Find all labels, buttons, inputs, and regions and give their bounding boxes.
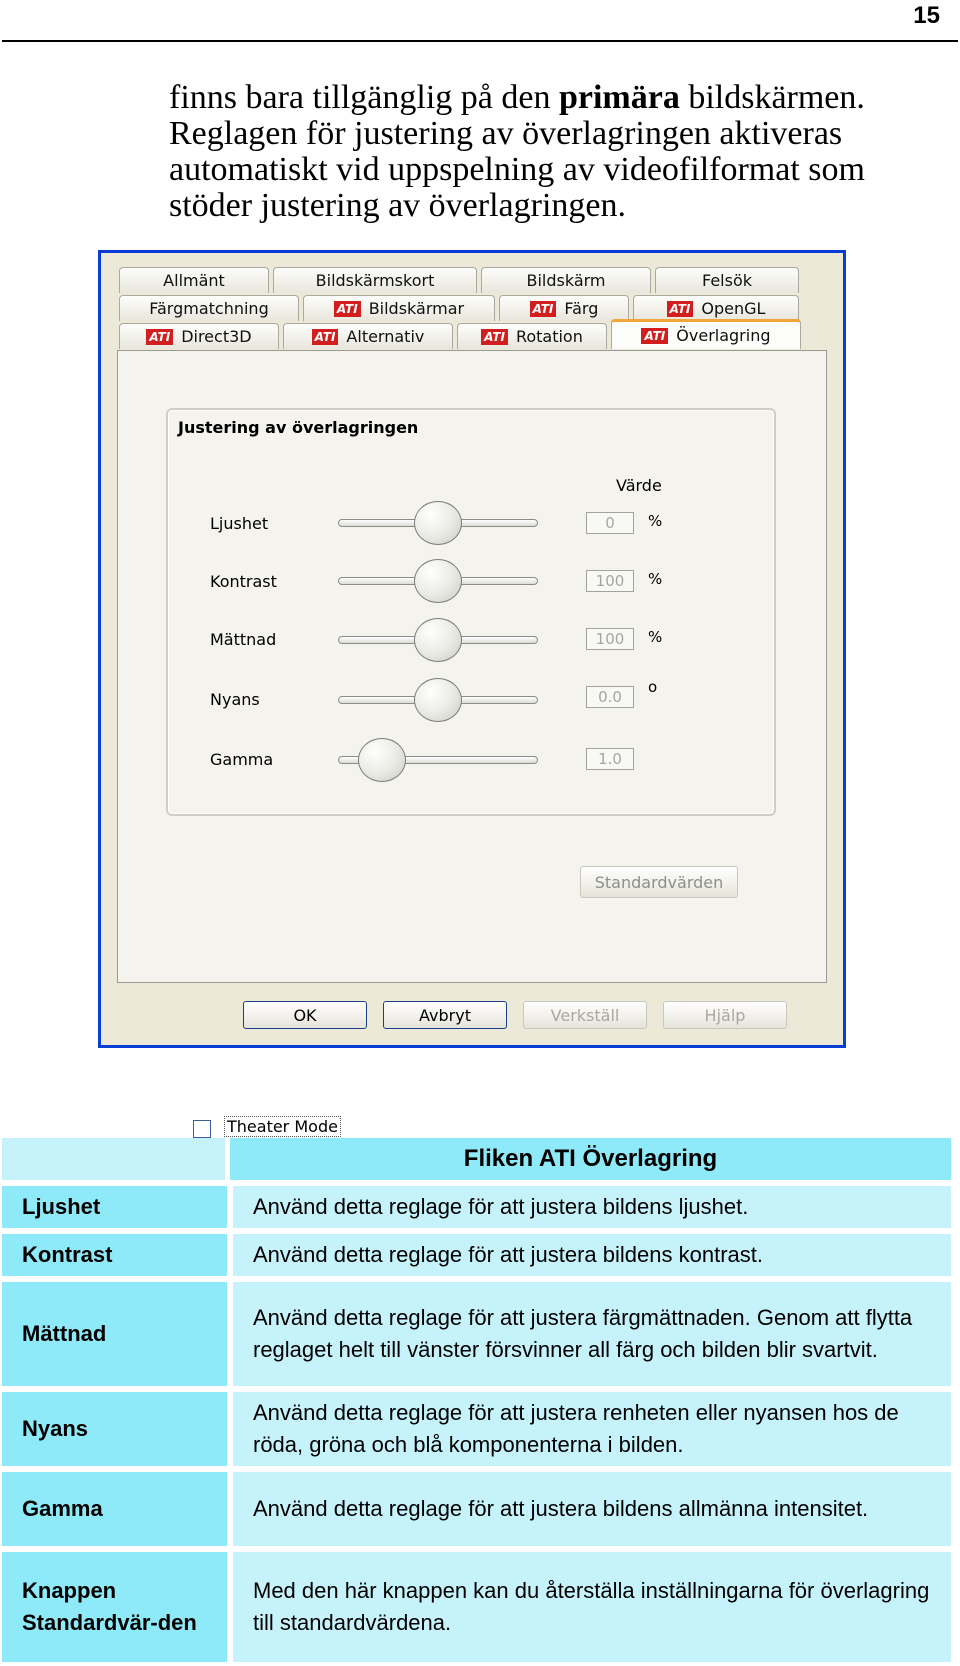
gamma-slider-thumb[interactable] bbox=[358, 738, 406, 782]
tab-label: Felsök bbox=[701, 271, 752, 290]
contrast-unit: % bbox=[648, 570, 663, 588]
tab-bildskarmskort[interactable] bbox=[273, 267, 477, 293]
tab-label: Bildskärmar bbox=[368, 299, 465, 318]
saturation-slider-thumb[interactable] bbox=[414, 618, 462, 662]
tab-label: Direct3D bbox=[181, 327, 252, 346]
tab-alternativ[interactable] bbox=[283, 323, 453, 349]
gamma-label: Gamma bbox=[210, 750, 274, 769]
gamma-value-field: 1.0 bbox=[586, 748, 634, 770]
page-number: 15 bbox=[913, 2, 940, 29]
row-term: Ljushet bbox=[2, 1186, 227, 1228]
tab-label: Bildskärmskort bbox=[315, 271, 435, 290]
hue-slider-thumb[interactable] bbox=[414, 678, 462, 722]
row-description: Använd detta reglage för att justera renheten eller nyansen hos de röda, gröna och blå komponenterna i bilden. bbox=[233, 1392, 951, 1466]
tab-label: Bildskärm bbox=[526, 271, 606, 290]
apply-button[interactable]: Verkställ bbox=[523, 1001, 647, 1029]
row-description: Med den här knappen kan du återställa inställningarna för överlagring till standardvärdena. bbox=[233, 1552, 951, 1662]
header-rule bbox=[2, 40, 958, 42]
ati-logo-icon: ATI bbox=[481, 329, 508, 345]
tab-label: Rotation bbox=[515, 327, 583, 346]
row-term: Gamma bbox=[2, 1472, 227, 1546]
tab-felsok[interactable] bbox=[655, 267, 799, 293]
group-title: Justering av överlagringen bbox=[178, 418, 419, 437]
ati-logo-icon: ATI bbox=[312, 329, 339, 345]
tab-panel bbox=[117, 350, 827, 983]
theater-mode-checkbox[interactable] bbox=[193, 1120, 211, 1138]
saturation-unit: % bbox=[648, 628, 663, 646]
row-term: Mättnad bbox=[2, 1282, 227, 1386]
intro-text-start: finns bara tillgänglig på den bbox=[169, 79, 559, 116]
brightness-unit: % bbox=[648, 512, 663, 530]
tab-direct3d[interactable] bbox=[119, 323, 279, 349]
tab-label: Alternativ bbox=[346, 327, 425, 346]
tab-label: Överlagring bbox=[676, 326, 771, 345]
table-title: Fliken ATI Överlagring bbox=[230, 1138, 951, 1180]
row-description: Använd detta reglage för att justera bildens allmänna intensitet. bbox=[233, 1472, 951, 1546]
ati-logo-icon: ATI bbox=[667, 301, 694, 317]
ati-logo-icon: ATI bbox=[530, 301, 557, 317]
saturation-label: Mättnad bbox=[210, 630, 277, 649]
tab-label: OpenGL bbox=[701, 299, 766, 318]
ati-logo-icon: ATI bbox=[641, 328, 668, 344]
hue-value-field: 0.0 bbox=[586, 686, 634, 708]
value-column-header: Värde bbox=[616, 476, 662, 495]
row-description: Använd detta reglage för att justera bildens kontrast. bbox=[233, 1234, 951, 1276]
table-header-spacer bbox=[2, 1138, 225, 1180]
tab-fargmatchning[interactable] bbox=[119, 295, 299, 321]
row-term: Kontrast bbox=[2, 1234, 227, 1276]
contrast-label: Kontrast bbox=[210, 572, 277, 591]
tab-label: Färg bbox=[564, 299, 599, 318]
tab-bildskarm[interactable] bbox=[481, 267, 651, 293]
ok-button[interactable]: OK bbox=[243, 1001, 367, 1029]
overlay-adjustment-group bbox=[166, 408, 776, 816]
display-properties-dialog bbox=[98, 250, 846, 1136]
row-description: Använd detta reglage för att justera färgmättnaden. Genom att flytta reglaget helt till vänster försvinner all färg och bilden blir svartvit. bbox=[233, 1282, 951, 1386]
tab-opengl[interactable] bbox=[633, 295, 799, 321]
ati-logo-icon: ATI bbox=[146, 329, 173, 345]
brightness-slider-thumb[interactable] bbox=[414, 501, 462, 545]
tab-overlagring[interactable] bbox=[611, 319, 801, 349]
row-term: Nyans bbox=[2, 1392, 227, 1466]
ati-logo-icon: ATI bbox=[334, 301, 361, 317]
cancel-button[interactable]: Avbryt bbox=[383, 1001, 507, 1029]
intro-text-end: bildskärmen. Reglagen för justering av överlagringen aktiveras automatiskt vid uppspelning av videofilformat som stöder justering av överlagringen. bbox=[169, 79, 865, 224]
hue-unit: o bbox=[648, 678, 658, 696]
row-term: Knappen Standardvär-den bbox=[2, 1552, 227, 1662]
theater-mode-label[interactable]: Theater Mode bbox=[227, 1117, 338, 1136]
brightness-value-field: 0 bbox=[586, 512, 634, 534]
tab-farg[interactable] bbox=[499, 295, 629, 321]
defaults-button[interactable]: Standardvärden bbox=[580, 866, 738, 898]
hue-label: Nyans bbox=[210, 690, 260, 709]
tab-rotation[interactable] bbox=[457, 323, 607, 349]
tab-label: Färgmatchning bbox=[149, 299, 269, 318]
help-button[interactable]: Hjälp bbox=[663, 1001, 787, 1029]
saturation-value-field: 100 bbox=[586, 628, 634, 650]
tab-bildskarmar[interactable] bbox=[303, 295, 495, 321]
intro-paragraph bbox=[169, 80, 939, 224]
contrast-slider-thumb[interactable] bbox=[414, 559, 462, 603]
tab-label: Allmänt bbox=[163, 271, 225, 290]
row-description: Använd detta reglage för att justera bildens ljushet. bbox=[233, 1186, 951, 1228]
contrast-value-field: 100 bbox=[586, 570, 634, 592]
brightness-label: Ljushet bbox=[210, 514, 269, 533]
intro-bold-word: primära bbox=[558, 79, 680, 116]
tab-allmant[interactable] bbox=[119, 267, 269, 293]
